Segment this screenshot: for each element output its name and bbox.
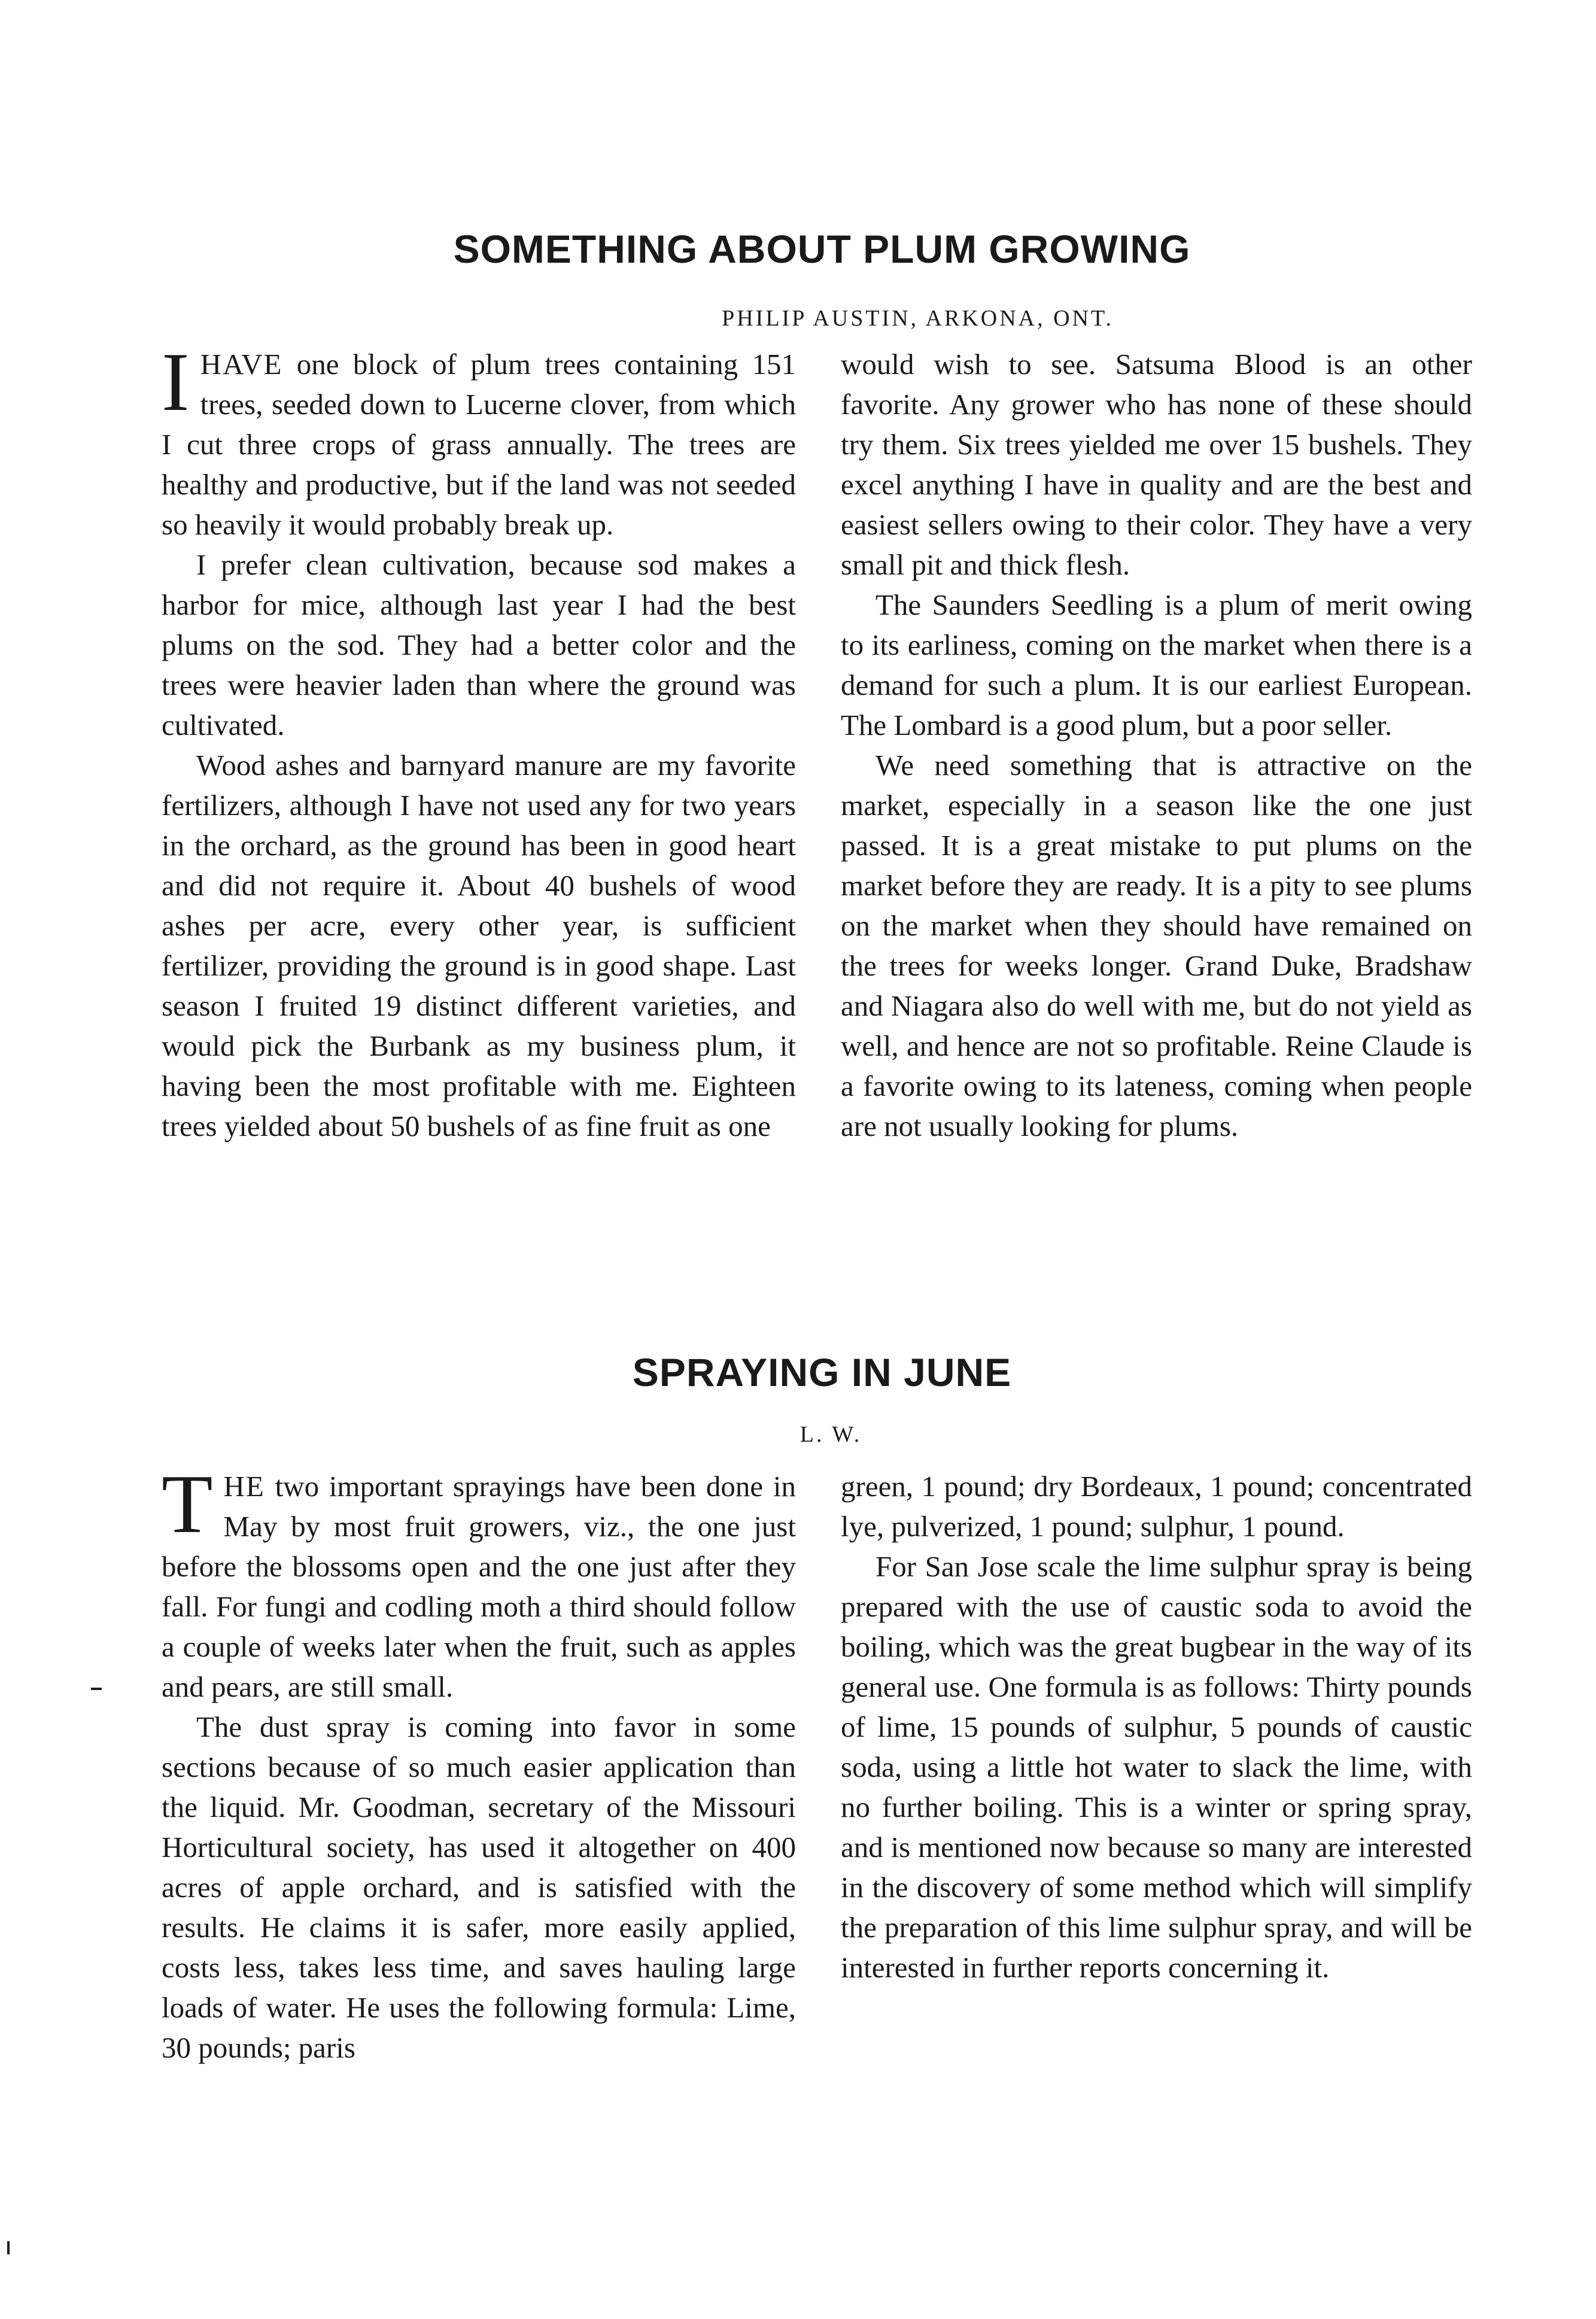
spraying-article-right-column (841, 1466, 1472, 1987)
paragraph: would wish to see. Satsuma Blood is an other favorite. Any grower who has none of these should try them. Six trees yielded me over 15 bushels. They excel anything I have in quality and are the best and easiest sellers owing to their color. They have a very small pit and thick flesh. (841, 348, 1472, 581)
lead-word: HE (223, 1470, 265, 1503)
article-title-plum-growing: SOMETHING ABOUT PLUM GROWING (453, 227, 1191, 271)
margin-mark (7, 2241, 10, 2254)
lead-word: HAVE (200, 348, 283, 381)
paragraph-text: one block of plum trees containing 151 trees, seeded down to Lucerne clover, from which I cut three crops of grass annually. The trees are healthy and productive, but if the land was not seeded so heavily it would probably break up. (162, 348, 796, 541)
paragraph: For San Jose scale the lime sulphur spray is being prepared with the use of caustic soda to avoid the boiling, which was the great bugbear in the way of its general use. One formula is as follows: Thirty pounds of lime, 15 pounds of sulphur, 5 pounds of caustic soda, using a little hot water to slack the lime, with no further boiling. This is a winter or spring spray, and is mentioned now because so many are interested in the discovery of some method which will simplify the preparation of this lime sulphur spray, and will be interested in further reports concerning it. (841, 1550, 1472, 1984)
spraying-article-left-column (162, 1458, 796, 2068)
paragraph: green, 1 pound; dry Bordeaux, 1 pound; concentrated lye, pulverized, 1 pound; sulphur, 1 pound. (841, 1470, 1472, 1543)
paragraph (162, 1458, 796, 1707)
paragraph: Wood ashes and barnyard manure are my favorite fertilizers, although I have not used any for two years in the orchard, as the ground has been in good heart and did not require it. About 40 bushels of wood ashes per acre, every other year, is sufficient fertilizer, providing the ground is in good shape. Last season I fruited 19 distinct different varieties, and would pick the Burbank as my business plum, it having been the most profitable with me. Eighteen trees yielded about 50 bushels of as fine fruit as one (162, 749, 796, 1142)
article-title-spraying-in-june: SPRAYING IN JUNE (632, 1350, 1012, 1394)
drop-cap: I (162, 336, 190, 428)
article-byline-plum-growing: PHILIP AUSTIN, ARKONA, ONT. (722, 306, 1114, 331)
paragraph (162, 336, 796, 545)
paragraph: I prefer clean cultivation, because sod makes a harbor for mice, although last year I had the best plums on the sod. They had a better color and the trees were heavier laden than where the ground was cultivated. (162, 548, 796, 741)
paragraph-text: two important sprayings have been done in May by most fruit growers, viz., the one just before the blossoms open and the one just after they fall. For fungi and codling moth a third should follow a couple of weeks later when the fruit, such as apples and pears, are still small. (162, 1470, 796, 1703)
plum-article-right-column (841, 344, 1472, 1146)
drop-cap: T (162, 1458, 213, 1551)
paragraph: The dust spray is coming into favor in some sections because of so much easier application than the liquid. Mr. Goodman, secretary of the Missouri Horticultural society, has used it altogether on 400 acres of apple orchard, and is satisfied with the results. He claims it is safer, more easily applied, costs less, takes less time, and saves hauling large loads of water. He uses the following formula: Lime, 30 pounds; paris (162, 1710, 796, 2064)
plum-article-left-column (162, 336, 796, 1146)
margin-mark (91, 1688, 102, 1690)
paragraph: The Saunders Seedling is a plum of merit owing to its earliness, coming on the market when there is a demand for such a plum. It is our earliest European. The Lombard is a good plum, but a poor seller. (841, 588, 1472, 741)
paragraph: We need something that is attractive on the market, especially in a season like the one just passed. It is a great mistake to put plums on the market before they are ready. It is a pity to see plums on the market when they should have remained on the trees for weeks longer. Grand Duke, Bradshaw and Niagara also do well with me, but do not yield as well, and hence are not so profitable. Reine Claude is a favorite owing to its lateness, coming when people are not usually looking for plums. (841, 749, 1472, 1142)
article-byline-spraying: L. W. (799, 1422, 862, 1447)
